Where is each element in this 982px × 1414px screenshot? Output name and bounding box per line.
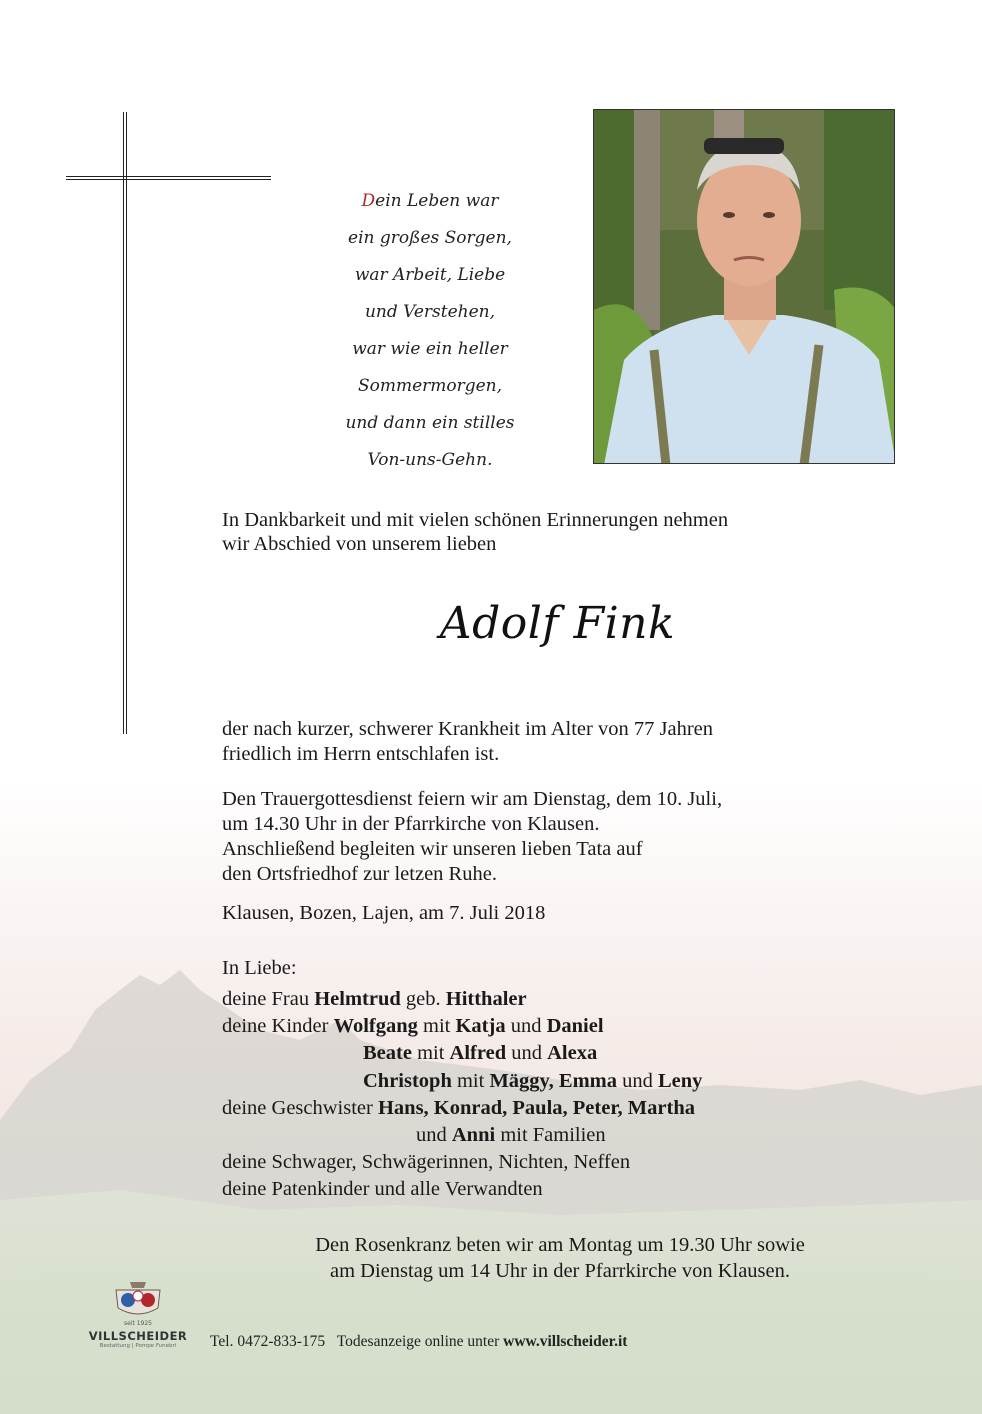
funeral-home-logo — [88, 1280, 188, 1390]
poem-line: und Verstehen, — [364, 302, 496, 322]
poem-initial: D — [361, 191, 376, 211]
poem-line: ein großes Sorgen, — [348, 228, 512, 248]
family-text: mit Familien — [495, 1124, 606, 1147]
family-row — [222, 1013, 902, 1040]
family-text: und — [506, 1042, 548, 1065]
poem-line: und dann ein stilles — [345, 413, 515, 433]
text-line: friedlich im Herrn entschlafen ist. — [222, 743, 500, 765]
family-text: und — [505, 1015, 547, 1038]
family-text: geb. — [400, 988, 446, 1010]
family-name: Anni — [451, 1124, 496, 1147]
in-liebe-heading: In Liebe: — [222, 957, 297, 979]
coat-of-arms-icon — [108, 1280, 168, 1320]
family-text: mit — [451, 1069, 490, 1092]
cross-horizontal-bar — [66, 176, 271, 180]
family-name: Katja — [455, 1015, 506, 1038]
text-line: Anschließend begleiten wir unseren lieben Tata auf — [222, 838, 643, 860]
family-name: Hans, Konrad, Paula, Peter, Martha — [377, 1096, 695, 1119]
poem-line: war Arbeit, Liebe — [354, 265, 506, 285]
intro-line: wir Abschied von unserem lieben — [222, 533, 497, 555]
rosary-notice — [240, 1232, 880, 1284]
family-name: Beate — [363, 1042, 412, 1065]
family-text: mit — [417, 1015, 456, 1038]
family-name: Hitthaler — [445, 988, 527, 1010]
poem-line — [300, 183, 560, 220]
family-list — [222, 986, 902, 1204]
logo-subtitle: Bestattung | Pompe Funebri — [99, 1343, 177, 1349]
poem-line: war wie ein heller — [352, 339, 508, 359]
family-row: deine Schwager, Schwägerinnen, Nichten, Neffen — [222, 1151, 631, 1174]
family-name: Leny — [658, 1069, 703, 1092]
poem — [300, 183, 560, 479]
family-text: und — [416, 1124, 452, 1147]
family-text: deine Frau — [222, 988, 315, 1010]
family-row — [222, 1068, 902, 1095]
family-name: Wolfgang — [333, 1015, 418, 1038]
family-text: und — [617, 1069, 658, 1092]
footer-contact — [210, 1333, 670, 1351]
family-row — [222, 1040, 902, 1067]
deceased-name: Adolf Fink — [439, 598, 676, 649]
cross-vertical-bar — [123, 112, 127, 734]
logo-since: seit 1925 — [123, 1320, 152, 1327]
family-text: mit — [411, 1042, 450, 1065]
family-name: Mäggy, Emma — [489, 1069, 617, 1092]
family-text: deine Geschwister — [222, 1096, 378, 1119]
rosary-line: am Dienstag um 14 Uhr in der Pfarrkirche von Klausen. — [330, 1260, 790, 1282]
family-name: Daniel — [546, 1015, 604, 1038]
footer-url-link[interactable]: www.villscheider.it — [503, 1333, 628, 1350]
family-text: deine Kinder — [222, 1015, 334, 1038]
family-name: Christoph — [363, 1069, 452, 1092]
family-name: Alfred — [449, 1042, 507, 1065]
place-date: Klausen, Bozen, Lajen, am 7. Juli 2018 — [222, 902, 546, 924]
poem-line: Sommermorgen, — [357, 376, 503, 396]
poem-line-text: ein Leben war — [375, 191, 499, 211]
text-line: der nach kurzer, schwerer Krankheit im Alter von 77 Jahren — [222, 718, 713, 740]
family-row — [222, 1095, 902, 1122]
footer-online-text: Todesanzeige online unter — [336, 1333, 504, 1350]
funeral-service-text — [222, 787, 862, 887]
text-line: den Ortsfriedhof zur letzen Ruhe. — [222, 863, 497, 885]
intro-text — [222, 508, 882, 556]
family-row — [222, 1122, 902, 1149]
rosary-line: Den Rosenkranz beten wir am Montag um 19.30 Uhr sowie — [315, 1234, 805, 1256]
intro-line: In Dankbarkeit und mit vielen schönen Erinnerungen nehmen — [222, 509, 729, 531]
poem-line: Von-uns-Gehn. — [367, 450, 493, 470]
family-row — [222, 986, 902, 1013]
text-line: um 14.30 Uhr in der Pfarrkirche von Klausen. — [222, 813, 600, 835]
death-notice-text — [222, 717, 862, 767]
family-name: Alexa — [547, 1042, 598, 1065]
family-name: Helmtrud — [314, 988, 401, 1010]
footer-phone: Tel. 0472-833-175 — [210, 1333, 326, 1350]
family-row: deine Patenkinder und alle Verwandten — [222, 1178, 543, 1201]
logo-name: VILLSCHEIDER — [88, 1329, 188, 1343]
portrait-photo — [593, 109, 895, 464]
text-line: Den Trauergottesdienst feiern wir am Dienstag, dem 10. Juli, — [222, 788, 723, 810]
